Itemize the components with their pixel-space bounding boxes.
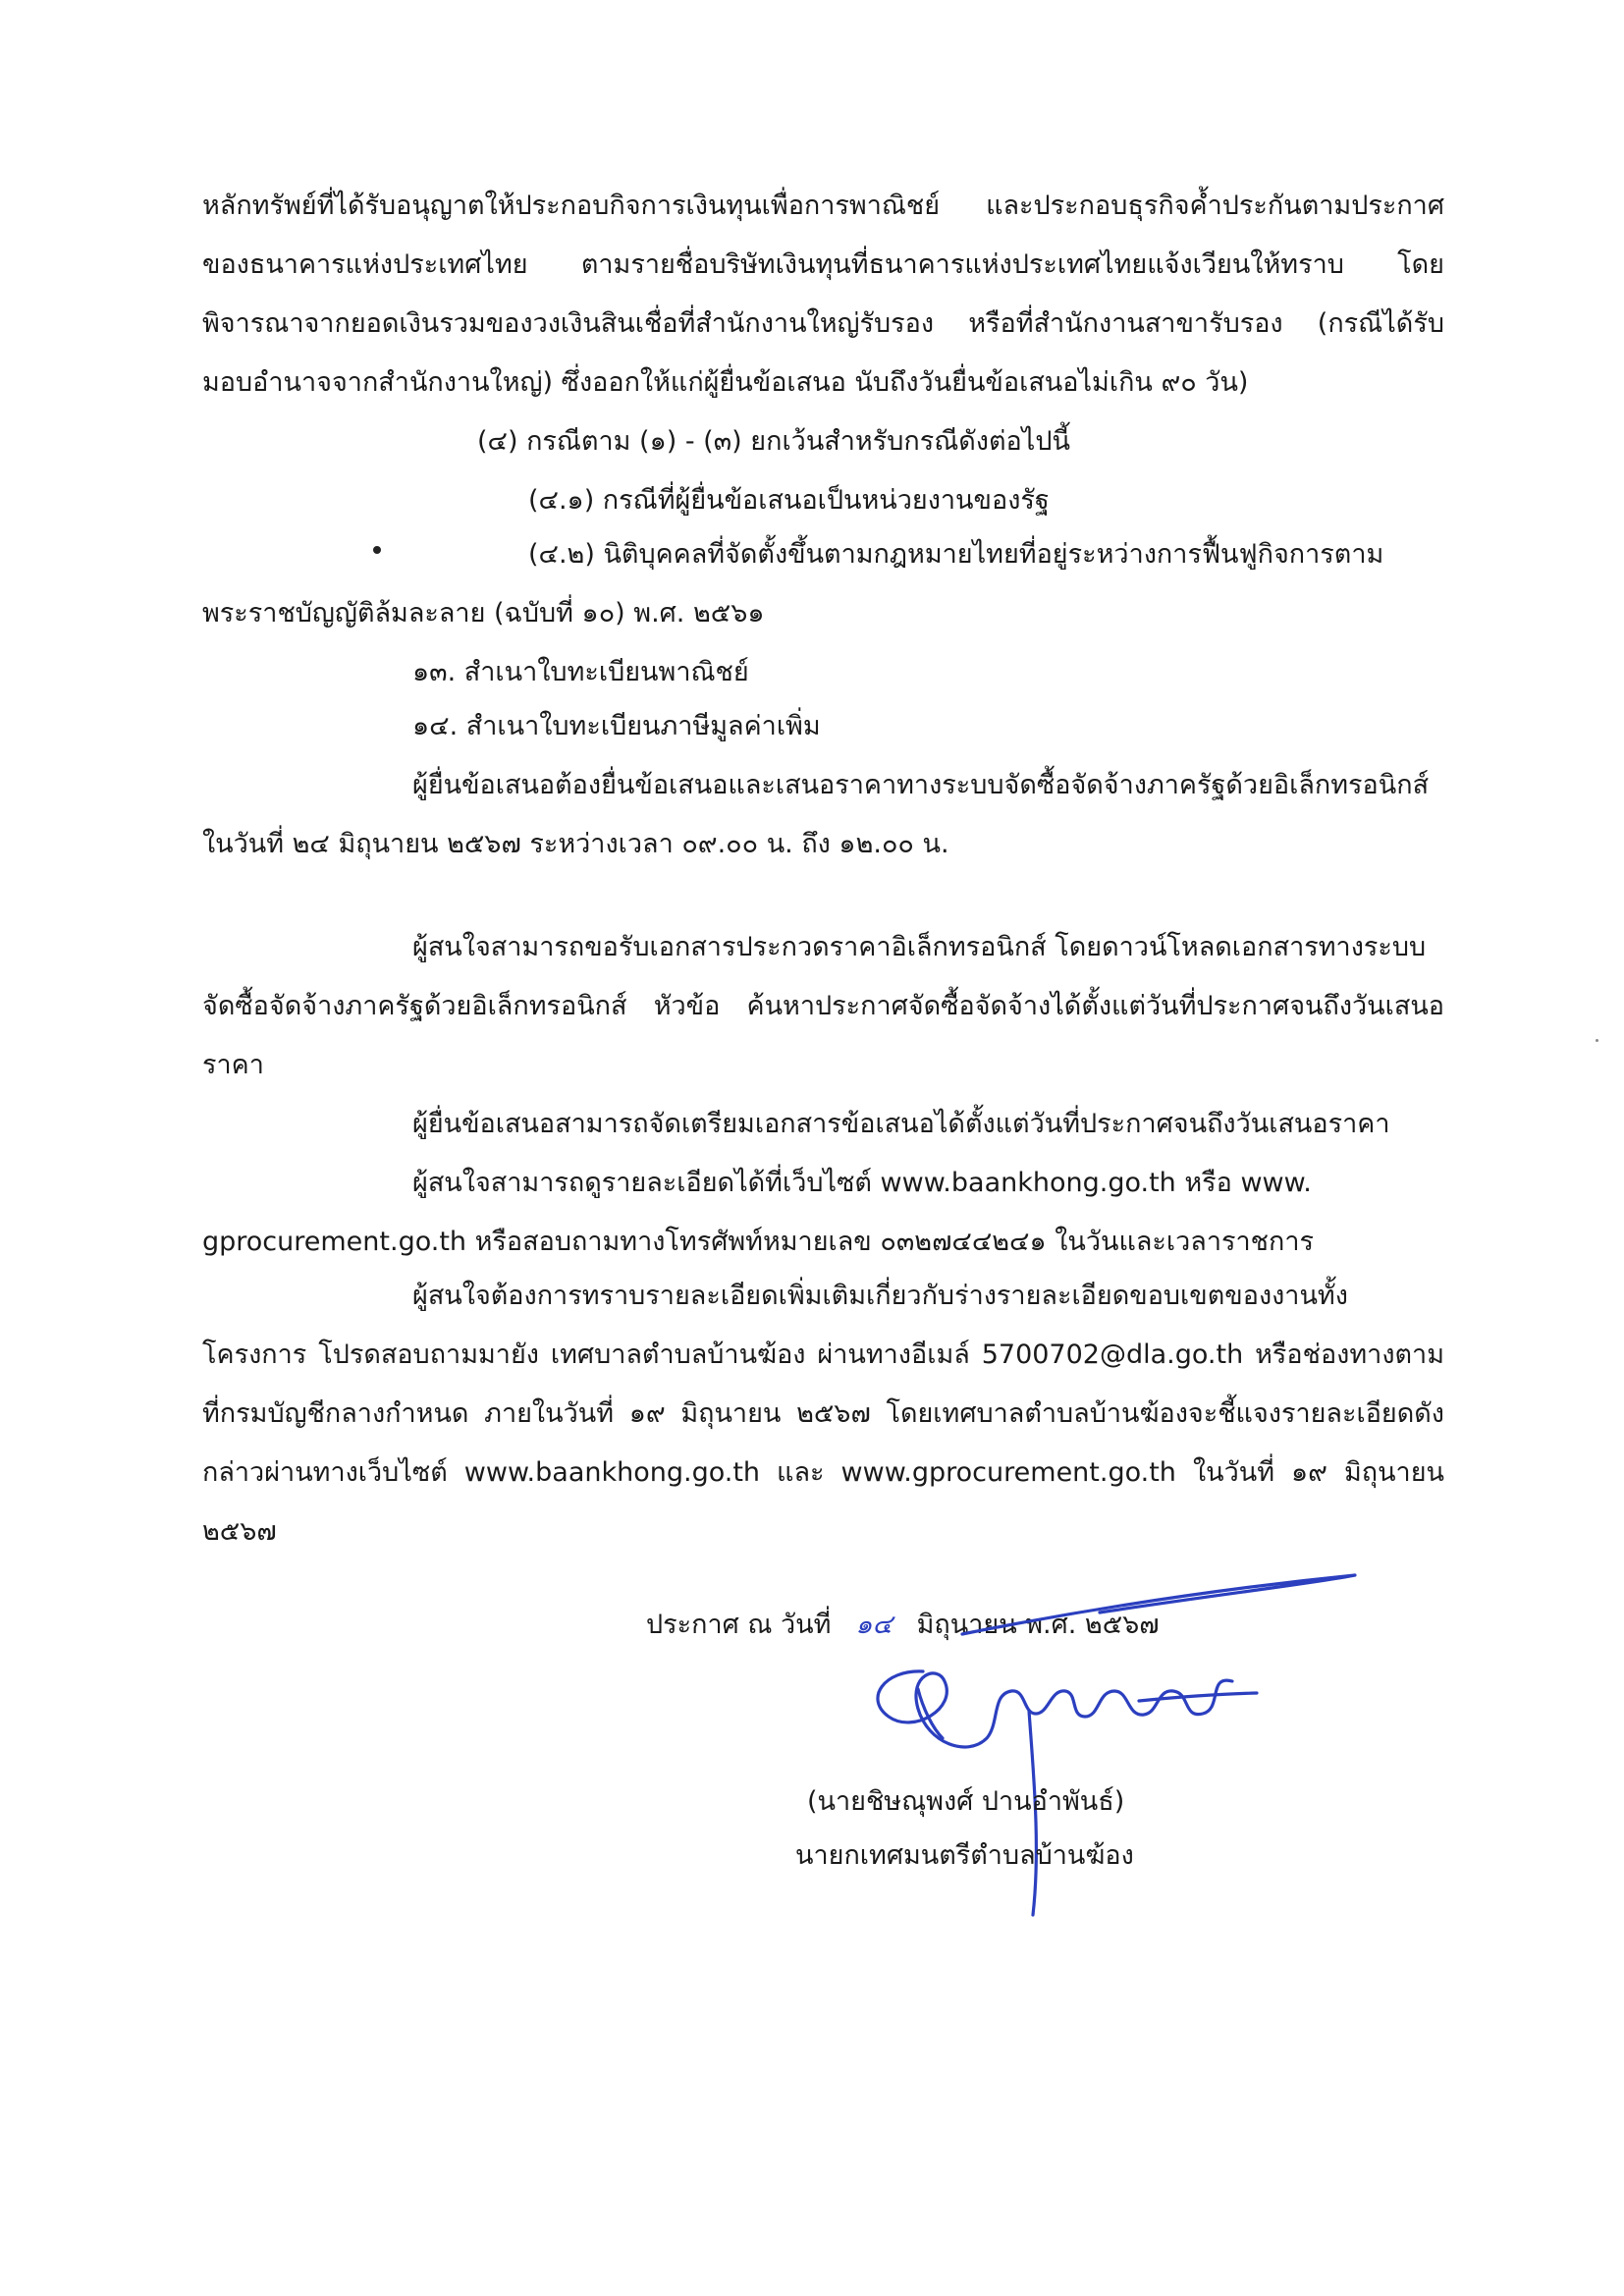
scan-speck [1596,1039,1598,1042]
body-line-23: ๒๕๖๗ [202,1516,277,1547]
body-line-19: ผู้สนใจต้องการทราบรายละเอียดเพิ่มเติมเกี่ยวกับร่างรายละเอียดขอบเขตของงานทั้ง [412,1281,1348,1311]
stray-dot [373,546,381,554]
body-line-2: ของธนาคารแห่งประเทศไทย ตามรายชื่อบริษัทเงินทุนที่ธนาคารแห่งประเทศไทยแจ้งเวียนให้ทราบ โดย [202,249,1444,280]
body-line-22: กล่าวผ่านทางเว็บไซต์ www.baankhong.go.th และ www.gprocurement.go.th ในวันที่ ๑๙ มิถุนายน [202,1457,1444,1488]
announcement-rest: มิถุนายน พ.ศ. ๒๕๖๗ [916,1610,1160,1640]
signer-title: นายกเทศมนตรีตำบลบ้านฆ้อง [795,1840,1134,1871]
announcement-prefix: ประกาศ ณ วันที่ [646,1610,832,1640]
body-line-1: หลักทรัพย์ที่ได้รับอนุญาตให้ประกอบกิจการเงินทุนเพื่อการพาณิชย์ และประกอบธุรกิจค้ำประกันตามประกาศ [202,191,1444,221]
body-line-5: (๔) กรณีตาม (๑) - (๓) ยกเว้นสำหรับกรณีดังต่อไปนี้ [477,426,1070,457]
signer-name: (นายชิษณุพงศ์ ปานอำพันธ์) [807,1786,1125,1817]
body-line-9: ๑๓. สำเนาใบทะเบียนพาณิชย์ [412,657,749,687]
body-line-11: ผู้ยื่นข้อเสนอต้องยื่นข้อเสนอและเสนอราคาทางระบบจัดซื้อจัดจ้างภาครัฐด้วยอิเล็กทรอนิกส์ [412,770,1430,800]
body-line-21: ที่กรมบัญชีกลางกำหนด ภายในวันที่ ๑๙ มิถุนายน ๒๕๖๗ โดยเทศบาลตำบลบ้านฆ้องจะชี้แจงรายละเอียดดัง [202,1398,1444,1429]
body-line-17: ผู้สนใจสามารถดูรายละเอียดได้ที่เว็บไซต์ www.baankhong.go.th หรือ www. [412,1168,1312,1198]
body-line-4: มอบอำนาจจากสำนักงานใหญ่) ซึ่งออกให้แก่ผู้ยื่นข้อเสนอ นับถึงวันยื่นข้อเสนอไม่เกิน ๙๐ วัน) [202,367,1249,398]
announcement-date [646,1606,1160,1645]
body-line-7: (๔.๒) นิติบุคคลที่จัดตั้งขึ้นตามกฎหมายไทยที่อยู่ระหว่างการฟื้นฟูกิจการตาม [528,539,1384,570]
body-line-15: ราคา [202,1050,264,1080]
body-line-6: (๔.๑) กรณีที่ผู้ยื่นข้อเสนอเป็นหน่วยงานของรัฐ [528,485,1050,516]
body-line-8: พระราชบัญญัติล้มละลาย (ฉบับที่ ๑๐) พ.ศ. ๒๕๖๑ [202,598,765,629]
body-line-3: พิจารณาจากยอดเงินรวมของวงเงินสินเชื่อที่สำนักงานใหญ่รับรอง หรือที่สำนักงานสาขารับรอง (กรณีได้รับ [202,308,1444,339]
body-line-14: จัดซื้อจัดจ้างภาครัฐด้วยอิเล็กทรอนิกส์ หัวข้อ ค้นหาประกาศจัดซื้อจัดจ้างได้ตั้งแต่วันที่ประกาศจนถึงวันเสนอ [202,991,1444,1021]
body-line-10: ๑๔. สำเนาใบทะเบียนภาษีมูลค่าเพิ่ม [412,711,821,741]
body-line-16: ผู้ยื่นข้อเสนอสามารถจัดเตรียมเอกสารข้อเสนอได้ตั้งแต่วันที่ประกาศจนถึงวันเสนอราคา [412,1109,1390,1139]
announcement-day: ๑๔ [855,1610,893,1640]
body-line-18: gprocurement.go.th หรือสอบถามทางโทรศัพท์หมายเลข ๐๓๒๗๔๔๒๔๑ ในวันและเวลาราชการ [202,1227,1315,1257]
body-line-12: ในวันที่ ๒๔ มิถุนายน ๒๕๖๗ ระหว่างเวลา ๐๙.๐๐ น. ถึง ๑๒.๐๐ น. [202,829,949,859]
body-line-13: ผู้สนใจสามารถขอรับเอกสารประกวดราคาอิเล็กทรอนิกส์ โดยดาวน์โหลดเอกสารทางระบบ [412,932,1427,962]
body-line-20: โครงการ โปรดสอบถามมายัง เทศบาลตำบลบ้านฆ้อง ผ่านทางอีเมล์ 5700702@dla.go.th หรือช่องทางตาม [202,1339,1444,1370]
